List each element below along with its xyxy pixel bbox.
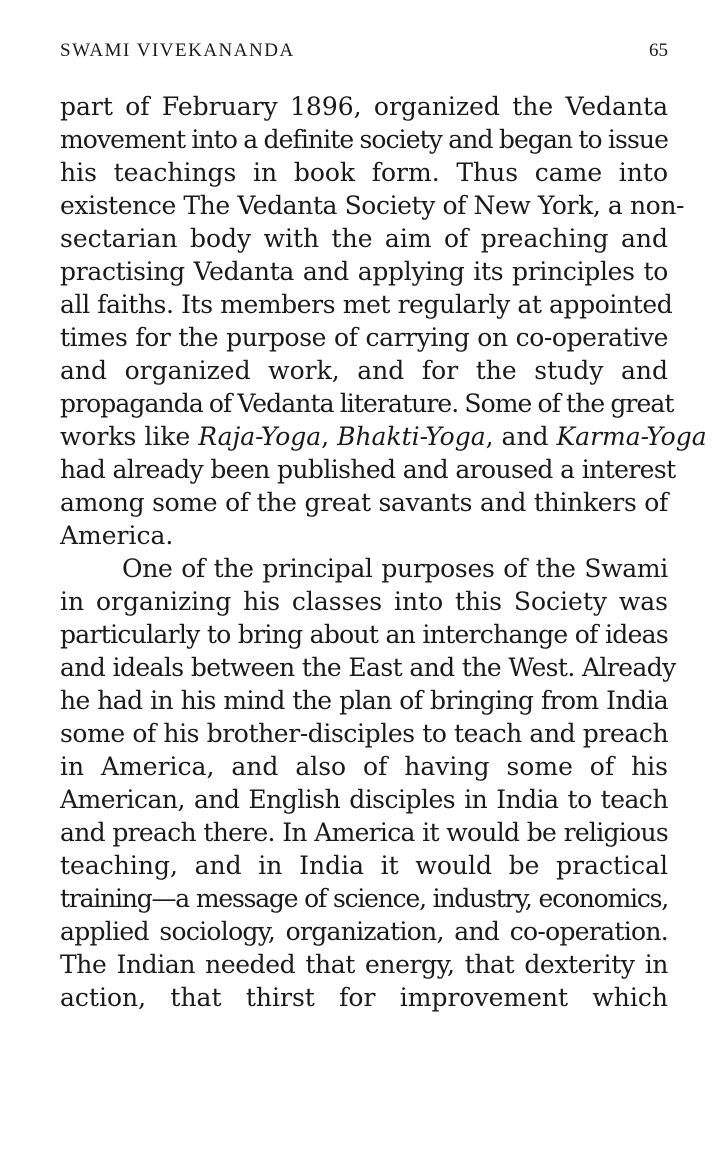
- text-line: particularly to bring about an interchange of ideas: [60, 620, 668, 649]
- text-line: teaching, and in India it would be practical: [60, 851, 668, 880]
- work-title-karma-yoga: Karma-Yoga: [556, 422, 707, 451]
- text-line: propaganda of Vedanta literature. Some of the great: [60, 389, 674, 418]
- text-line: and ideals between the East and the West. Already: [60, 653, 676, 682]
- text-line: sectarian body with the aim of preaching and: [60, 224, 668, 253]
- text-line: training—a message of science, industry, economics,: [60, 884, 668, 913]
- text-line: American, and English disciples in India to teach: [60, 785, 668, 814]
- text-line: movement into a definite society and began to issue: [60, 125, 668, 154]
- running-head: [60, 40, 668, 70]
- text-line: in organizing his classes into this Society was: [60, 587, 668, 616]
- text-line: his teachings in book form. Thus came into: [60, 158, 668, 187]
- text-line: One of the principal purposes of the Swami: [122, 554, 668, 583]
- text-line: some of his brother-disciples to teach and preach: [60, 719, 669, 748]
- paragraph-1: [60, 90, 707, 552]
- text-line: in America, and also of having some of his: [60, 752, 668, 781]
- text-line: all faiths. Its members met regularly at appointed: [60, 290, 673, 319]
- text-line: and preach there. In America it would be religious: [60, 818, 668, 847]
- text-line: and organized work, and for the study and: [60, 356, 668, 385]
- text-line: part of February 1896, organized the Vedanta: [60, 92, 668, 121]
- works-line-sep2: , and: [485, 422, 557, 451]
- works-line-before: works like: [60, 422, 199, 451]
- running-head-title: SWAMI VIVEKANANDA: [60, 40, 295, 61]
- work-title-bhakti-yoga: Bhakti-Yoga: [337, 422, 486, 451]
- page-number: 65: [649, 40, 668, 61]
- work-title-raja-yoga: Raja-Yoga: [198, 422, 322, 451]
- text-line: among some of the great savants and thinkers of: [60, 488, 668, 517]
- text-line: applied sociology, organization, and co-operation.: [60, 917, 668, 946]
- works-line-sep1: ,: [321, 422, 338, 451]
- text-line: action, that thirst for improvement which: [60, 983, 668, 1012]
- text-line: practising Vedanta and applying its principles to: [60, 257, 668, 286]
- text-line: The Indian needed that energy, that dexterity in: [60, 950, 668, 979]
- book-page: [60, 40, 707, 1014]
- text-line: America.: [60, 521, 174, 550]
- text-line: he had in his mind the plan of bringing from India: [60, 686, 668, 715]
- text-line: existence The Vedanta Society of New York, a non-: [60, 191, 685, 220]
- body-text: [60, 90, 707, 1014]
- works-line: [60, 420, 707, 453]
- paragraph-2: [60, 552, 676, 1014]
- text-line: times for the purpose of carrying on co-operative: [60, 323, 668, 352]
- text-line: had already been published and aroused a interest: [60, 455, 676, 484]
